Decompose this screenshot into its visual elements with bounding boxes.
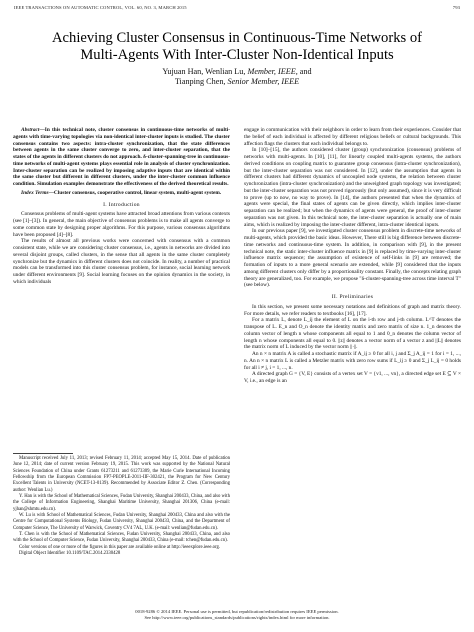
- author-conjunction: and: [299, 67, 312, 76]
- abstract-text: —In this technical note, cluster consensus in continuous-time networks of multi-agents with time-varying topologies via non-identical inter-cluster inputs is studied. The cluster consensus contains two aspects: intra-cluster synchronization, that the state differences between agents in the same cluster converge to zero, and inter-cluster separation, that the states of the agents in different clusters do not approach. δ-cluster-spanning-tree in continuous-time networks of multi-agent systems plays essential role in analysis of cluster synchronization. Inter-cluster separation can be realized by imposing adaptive inputs that are identical within the same cluster but different in different clusters, under the inter-cluster common influence condition. Simulation examples demonstrate the effectiveness of the derived theoretical results.: [13, 127, 230, 187]
- paper-title: [20, 30, 454, 64]
- index-terms-label: Index Terms: [21, 189, 49, 196]
- author-line-1: [20, 67, 454, 77]
- footnote: Manuscript received July 11, 2013; revised February 11, 2014; accepted May 15, 2014. Date of publication June 12, 2014; date of current version February 19, 2015. This work was supported by the National Natural Sciences Foundation of China under Grants 61273211 and 61273309, the Marie Curie International Incoming Fellowship from the European Commission FP7-PEOPLE-2011-IIF-302421, the Program for New Century Excellent Talents in University (NCET-13-0139). Recommended by Associate Editor Z. Chen. (Corresponding author: Wenlian Lu.): [13, 456, 230, 493]
- section-heading-preliminaries: II. Preliminaries: [331, 294, 374, 300]
- paragraph: In our previous paper [9], we investigated cluster consensus problem in discrete-time networks of multi-agents, which provided the basic ideas. However, There still is big difference between discrete-time networks and continuous-time system. In addition, in comparison with [9], in the present technical note, the static inter-cluster influence matrix in [9] is replaced by time-varying inter-cluster influence matrix sequence; the assumption of existence of self-links in [9] are removed; the formation of inputs to a more general scenario are extended, while [9] considered that the inputs among different clusters only differ by a proportionality constant. Finally, the concepts relating graph theory are generalized, too. For example, we propose "δ-cluster-spanning-tree across time interval T" (see below).: [244, 228, 461, 289]
- paragraph: engage in communication with their neighbors in order to learn from their experiences. Consider that the belief of each individual is affected by different religious beliefs or cultural backgrounds. This affection flags the clusters that each individual belongs to.: [244, 127, 461, 147]
- index-terms: [13, 190, 230, 197]
- paragraph: Consensus problems of multi-agent systems have attracted broad attentions from various contexts (see [1]–[3]). In general, the main objective of consensus problems is to make all agents converge to some common state by designing proper algorithms. For this purpose, various consensus algorithms have been proposed [4]–[8].: [13, 211, 230, 238]
- footnote: T. Chen is with the School of Mathematical Sciences, Fudan University, Shanghai 200433, China, and also with the School of Computer Science, Fudan University, Shanghai 200433, China (e-mail: tchen@fudan.edu.cn).: [13, 532, 230, 544]
- abstract: [13, 127, 230, 188]
- footer-line-1: 0018-9286 © 2014 IEEE. Personal use is permitted, but republication/redistribution requires IEEE permission.: [135, 609, 339, 614]
- footnote-rule: [13, 453, 73, 454]
- footnotes: [13, 453, 230, 558]
- paragraph: In this section, we present some necessary notations and definitions of graph and matrix theory. For more details, we refer readers to textbooks [16], [17].: [244, 303, 461, 317]
- author-names: Yujuan Han, Wenlian Lu,: [162, 67, 246, 76]
- author-role: Member, IEEE,: [247, 67, 298, 76]
- paragraph: In [10]–[15], the authors considered cluster (group) synchronization (consensus) problems of networks with multi-agents. In [10], [11], for linearly coupled multi-agents systems, the authors derived conditions on coupling matrix to guarantee group consensus (intra-cluster synchronization), but the inter-cluster separation was not considered. In [12], under the assumption that agents in different clusters had different dynamics of uncoupled node systems, the relation between cluster synchronization (intra-cluster synchronization) and the unweighted graph topology was investigated; but the inter-cluster separation was not proved rigorously (but only assumed), since it is very difficult to prove (up to now, no way to prove). In [14], the authors presented that when the dynamics of agents were special, the final states of agents can be given directly, which implies inter-cluster separation can be realized; but when the dynamics of agents were general, the proof of inter-cluster separation was not given. In this technical note, the inter-cluster separation is actually one of main aims, which is realized by imposing the inter-cluster different, intra-cluster identical inputs.: [244, 147, 461, 228]
- author-name: Tianping Chen,: [174, 77, 226, 87]
- left-column: [13, 127, 230, 286]
- paragraph: For a matrix L, denote L_ij the element of L on the i-th row and j-th column. L^T denotes the transpose of L. E_n and O_n denote the identity matrix and zero matrix of size n. 1_n denotes the column vector of length n whose components all equal to 1 and 0_n denotes the column vector of length n whose components all equal to 0. ||z|| denotes a vector norm of a vector z and ||L|| denotes the matrix norm of L induced by the vector norm ||·||.: [244, 317, 461, 351]
- footnote: W. Lu is with School of Mathematical Sciences, Fudan University, Shanghai 200433, China and also with the Centre for Computational Systems Biology, Fudan University, Shanghai 200433, China, and the Department of Computer Science, The University of Warwick, Coventry CV4 7AL, U.K. (e-mail: wenlian@fudan.edu.cn).: [13, 513, 230, 531]
- footnote: Y. Han is with the School of Mathematical Sciences, Fudan University, Shanghai 200433, China, and also with the College of Information Engineering, Shanghai Maritime University, Shanghai 201306, China (e-mail: yjhan@shmtu.edu.cn).: [13, 494, 230, 512]
- author-role: Senior Member, IEEE: [227, 77, 300, 87]
- paragraph: The results of almost all previous works were concerned with consensus with a common consistent state, while we are considering cluster consensus, i.e., agents in networks are divided into several disjoint groups, called clusters, in the sense that all agents in the same cluster completely synchronize but the dynamics in different clusters does not coincide. In reality, a number of practical models can be transformed into this cluster consensus problem, for instance, social learning network under different environments [9]. Social learning focuses on the opinion dynamics in the society, in which individuals: [13, 238, 230, 285]
- title-line-2: Multi-Agents With Inter-Cluster Non-Identical Inputs: [80, 47, 394, 63]
- author-line-2: [20, 77, 454, 87]
- right-column: [244, 127, 461, 385]
- abstract-label: Abstract: [21, 127, 40, 133]
- index-terms-text: —Cluster consensus, cooperative control, linear system, multi-agent system.: [48, 189, 222, 196]
- page-number: 793: [452, 5, 460, 10]
- section-heading-introduction: I. Introduction: [103, 201, 140, 208]
- author-block: [20, 67, 454, 88]
- paragraph: An n × n matrix A is called a stochastic matrix if A_ij ≥ 0 for all i, j and Σ_j A_ij = 1 for i = 1, ..., n. An n × n matrix L is called a Metzler matrix with zero row sums if L_ij ≥ 0 and Σ_j L_ij = 0 holds for all i ≠ j, i = 1, ..., n.: [244, 351, 461, 371]
- running-header: [14, 5, 460, 13]
- title-line-1: Achieving Cluster Consensus in Continuous-Time Networks of: [52, 30, 422, 46]
- paragraph: A directed graph G = {V, E} consists of a vertex set V = {v1, ..., vn}, a directed edge set E ⊆ V × V, i.e., an edge is an: [244, 371, 461, 384]
- journal-name: IEEE TRANSACTIONS ON AUTOMATIC CONTROL, VOL. 60, NO. 3, MARCH 2015: [14, 5, 187, 10]
- footnote: Color versions of one or more of the figures in this paper are available online at http://ieeexplore.ieee.org.: [19, 544, 221, 550]
- footer-line-2: See http://www.ieee.org/publications_standards/publications/rights/index.html for more information.: [144, 615, 330, 621]
- footnote-doi: Digital Object Identifier 10.1109/TAC.2014.2330428: [19, 551, 121, 557]
- copyright-footer: [14, 609, 460, 621]
